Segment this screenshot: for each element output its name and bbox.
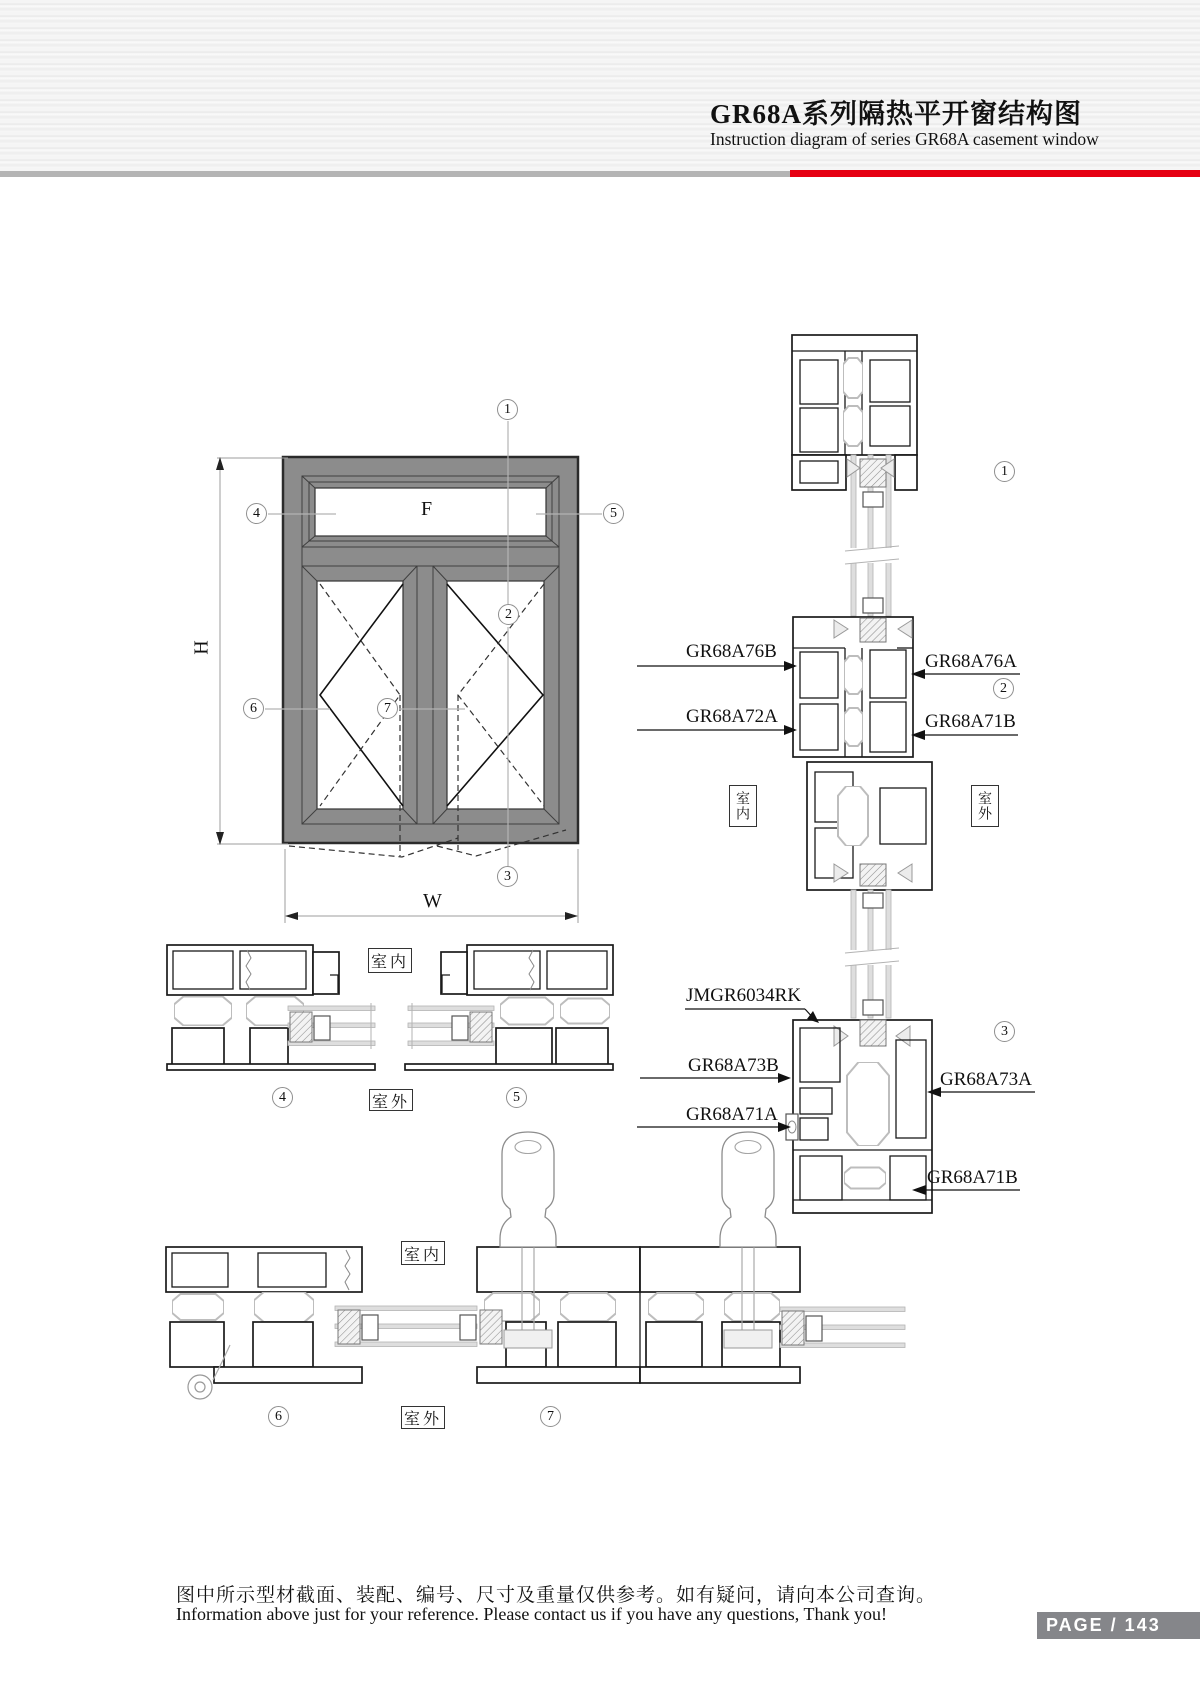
width-dim-label: W [423,890,442,912]
room-label-outdoor-mid: 室外 [369,1089,413,1111]
callout-5-section: 5 [506,1087,527,1108]
room-label-outdoor-btm: 室外 [401,1406,445,1429]
page-title-cn: GR68A系列隔热平开窗结构图 [710,99,1082,129]
handle-left [500,1132,556,1247]
section-6-profile [166,1247,362,1399]
callout-3-window: 3 [497,866,518,887]
room-label-indoor-btm: 室内 [401,1241,445,1265]
callout-4-window: 4 [246,503,267,524]
glass-unit-2 [845,890,899,1018]
height-dim-label: H [190,640,213,655]
glass-unit-1 [845,455,899,616]
part-label-gr68a71b-2: GR68A71B [927,1167,1018,1188]
callout-7-window: 7 [377,698,398,719]
part-label-gr68a73b: GR68A73B [688,1055,779,1076]
part-label-gr68a72a: GR68A72A [686,706,778,727]
glass-unit-sash-left [335,1306,502,1347]
glass-unit-sash-right [780,1307,905,1348]
section-2-profile [793,617,932,890]
callout-4-section: 4 [272,1087,293,1108]
callout-2-window: 2 [498,604,519,625]
room-label-indoor-mid: 室内 [368,948,412,973]
section-3-profile [786,1020,932,1213]
callout-2-section: 2 [993,678,1014,699]
callout-3-section: 3 [994,1021,1015,1042]
callout-6-section: 6 [268,1406,289,1427]
section-7-profile [477,1247,800,1383]
callout-1-section: 1 [994,461,1015,482]
callout-6-window: 6 [243,698,264,719]
room-label-indoor-v: 室内 [729,785,757,827]
page-number-badge: PAGE / 143 [1037,1612,1200,1639]
glass-unit-fixed [288,1003,494,1049]
part-label-gr68a71a: GR68A71A [686,1104,778,1125]
footer-note-en: Information above just for your reference. Please contact us if you have any questions, Thank you! [176,1604,887,1624]
handle-right [720,1132,776,1247]
fixed-pane-label: F [421,498,433,520]
part-label-gr68a76a: GR68A76A [925,651,1017,672]
part-label-gr68a73a: GR68A73A [940,1069,1032,1090]
part-label-gr68a71b: GR68A71B [925,711,1016,732]
page-title-en: Instruction diagram of series GR68A casement window [710,129,1099,149]
callout-7-section: 7 [540,1406,561,1427]
part-label-jmgr6034rk: JMGR6034RK [686,985,802,1006]
footer-note-cn: 图中所示型材截面、装配、编号、尺寸及重量仅供参考。如有疑问，请向本公司查询。 [176,1585,937,1606]
callout-5-window: 5 [603,503,624,524]
part-label-gr68a76b: GR68A76B [686,641,777,662]
callout-1-window: 1 [497,399,518,420]
room-label-outdoor-v: 室外 [971,785,999,827]
